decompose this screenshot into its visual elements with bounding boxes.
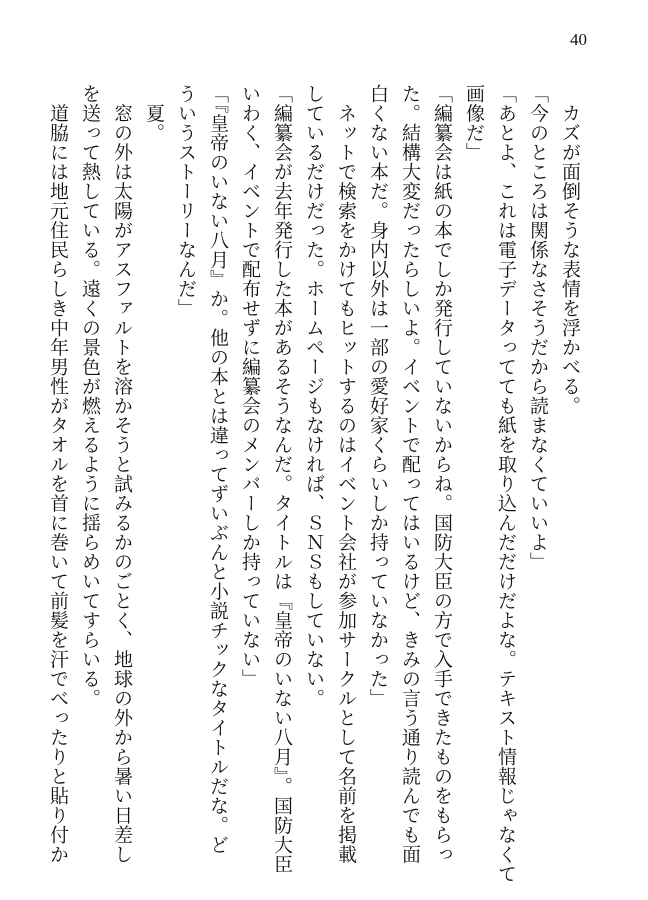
text-line: 「『皇帝のいない八月』か。他の本とは違ってずいぶんと小説チックなタイトルだな。ど — [207, 84, 229, 855]
text-line: いわく、イベントで配布せずに編纂会のメンバーしか持っていない」 — [239, 84, 261, 689]
text-line: ういうストーリーなんだ」 — [175, 84, 197, 318]
text-line: ネットで検索をかけてもヒットするのはイベント会社が参加サークルとして名前を掲載 — [335, 84, 357, 864]
text-line: 道脇には地元住民らしき中年男性がタオルを首に巻いて前髪を汗でべったりと貼り付か — [47, 84, 69, 864]
text-line: カズが面倒そうな表情を浮かべる。 — [559, 84, 581, 416]
text-line: 「編纂会は紙の本でしか発行していないからね。国防大臣の方で入手できたものをもらっ — [431, 84, 453, 864]
text-line: 「あとよ、これは電子データってても紙を取り込んだだけだよな。テキスト情報じゃなくて — [495, 84, 517, 884]
text-line: を送って熱している。遠くの景色が燃えるように揺らめいてすらいる。 — [79, 84, 101, 708]
text-line: 夏。 — [143, 84, 165, 143]
body-text — [47, 84, 586, 884]
text-line: 白くない本だ。身内以外は一部の愛好家くらいしか持っていなかった」 — [367, 84, 389, 708]
text-line: しているだけだった。ホームページもなければ、ＳＮＳもしていない。 — [303, 84, 325, 708]
text-line: 画像だ」 — [463, 84, 485, 162]
page-number: 40 — [570, 30, 587, 49]
text-line: 「編纂会が去年発行した本があるそうなんだ。タイトルは『皇帝のいない八月』。国防大臣 — [271, 84, 293, 874]
text-line: 「今のところは関係なさそうだから読まなくていいよ」 — [527, 84, 549, 572]
text-line: た。結構大変だったらしいよ。イベントで配ってはいるけど、きみの言う通り読んでも面 — [399, 84, 421, 864]
text-line: 窓の外は太陽がアスファルトを溶かそうと試みるかのごとく、地球の外から暑い日差し — [111, 84, 133, 864]
